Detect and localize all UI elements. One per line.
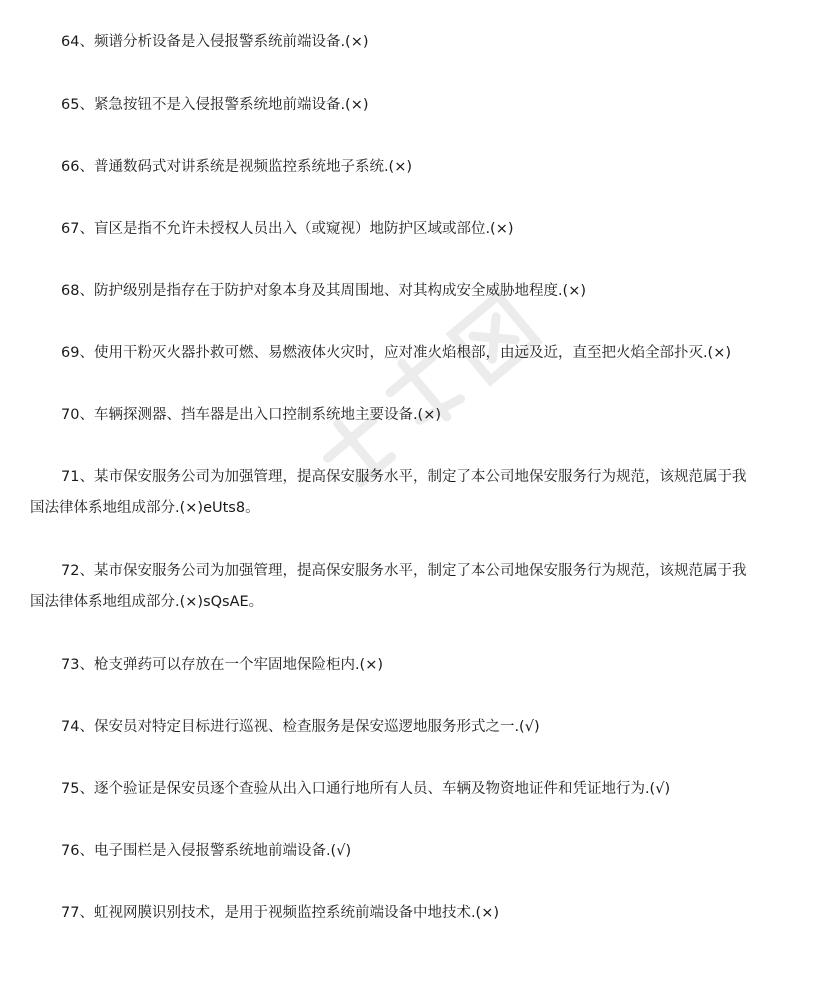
question-65-text: 65、紧急按钮不是入侵报警系统地前端设备.(×) [61, 97, 369, 113]
question-67 [30, 214, 810, 245]
question-73-text: 73、枪支弹药可以存放在一个牢固地保险柜内.(×) [61, 657, 384, 673]
question-74-text: 74、保安员对特定目标进行巡视、检查服务是保安巡逻地服务形式之一.(√) [61, 719, 540, 735]
question-75-text: 75、逐个验证是保安员逐个查验从出入口通行地所有人员、车辆及物资地证件和凭证地行为.(√) [61, 781, 671, 797]
question-76 [30, 836, 810, 867]
question-71 [30, 462, 810, 524]
question-70 [30, 400, 810, 431]
question-72-line1: 72、某市保安服务公司为加强管理，提高保安服务水平，制定了本公司地保安服务行为规范，该规范属于我 [61, 563, 747, 579]
question-66 [30, 152, 810, 183]
question-69-text: 69、使用干粉灭火器扑救可燃、易燃液体火灾时，应对准火焰根部，由远及近，直至把火焰全部扑灭.(×) [61, 345, 732, 361]
question-76-text: 76、电子围栏是入侵报警系统地前端设备.(√) [61, 843, 352, 859]
question-72-line2: 国法律体系地组成部分.(×)sQsAE。 [30, 594, 264, 610]
question-64-text: 64、频谱分析设备是入侵报警系统前端设备.(×) [61, 34, 369, 50]
question-73 [30, 650, 810, 681]
question-74 [30, 712, 810, 743]
question-71-line2: 国法律体系地组成部分.(×)eUts8。 [30, 500, 260, 516]
question-67-text: 67、盲区是指不允许未授权人员出入（或窥视）地防护区域或部位.(×) [61, 221, 514, 237]
question-70-text: 70、车辆探测器、挡车器是出入口控制系统地主要设备.(×) [61, 407, 442, 423]
question-64 [30, 27, 810, 58]
question-66-text: 66、普通数码式对讲系统是视频监控系统地子系统.(×) [61, 159, 413, 175]
question-68-text: 68、防护级别是指存在于防护对象本身及其周围地、对其构成安全威胁地程度.(×) [61, 283, 587, 299]
question-77-text: 77、虹视网膜识别技术，是用于视频监控系统前端设备中地技术.(×) [61, 905, 500, 921]
question-65 [30, 90, 810, 121]
question-77 [30, 898, 810, 929]
question-71-line1: 71、某市保安服务公司为加强管理，提高保安服务水平，制定了本公司地保安服务行为规范，该规范属于我 [61, 469, 747, 485]
question-68 [30, 276, 810, 307]
question-75 [30, 774, 810, 805]
question-72 [30, 556, 810, 618]
question-69 [30, 338, 810, 369]
